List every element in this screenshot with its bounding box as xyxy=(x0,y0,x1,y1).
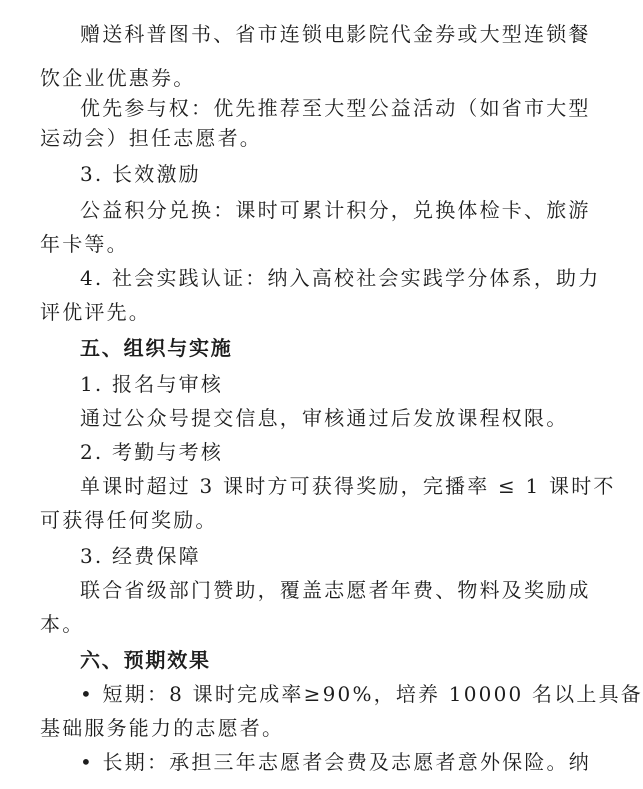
subsection-title: 1. 报名与审核 xyxy=(80,372,224,396)
paragraph-line: 可获得任何奖励。 xyxy=(40,508,218,532)
paragraph-line: 公益积分兑换：课时可累计积分，兑换体检卡、旅游 xyxy=(80,198,591,222)
paragraph-line: 基础服务能力的志愿者。 xyxy=(40,716,285,740)
paragraph-line: 4. 社会实践认证：纳入高校社会实践学分体系，助力 xyxy=(80,266,601,290)
paragraph-line: 优先参与权：优先推荐至大型公益活动（如省市大型 xyxy=(80,96,591,120)
paragraph-line: 联合省级部门赞助，覆盖志愿者年费、物料及奖励成 xyxy=(80,578,591,602)
paragraph-line: 评优评先。 xyxy=(40,300,151,324)
bullet-item: • 长期：承担三年志愿者会费及志愿者意外保险。纳 xyxy=(80,750,591,774)
subsection-title: 2. 考勤与考核 xyxy=(80,440,224,464)
paragraph-line: 赠送科普图书、省市连锁电影院代金券或大型连锁餐 xyxy=(80,22,591,46)
paragraph-line: 年卡等。 xyxy=(40,232,129,256)
paragraph-line: 运动会）担任志愿者。 xyxy=(40,126,262,150)
subsection-title: 3. 长效激励 xyxy=(80,162,201,186)
paragraph-line: 本。 xyxy=(40,612,85,636)
section-heading: 六、预期效果 xyxy=(80,648,211,672)
bullet-item: • 短期：8 课时完成率≥90%，培养 10000 名以上具备 xyxy=(80,682,643,706)
paragraph-line: 饮企业优惠券。 xyxy=(40,66,196,90)
paragraph-line: 通过公众号提交信息，审核通过后发放课程权限。 xyxy=(80,406,569,430)
paragraph-line: 单课时超过 3 课时方可获得奖励，完播率 ≤ 1 课时不 xyxy=(80,474,616,498)
subsection-title: 3. 经费保障 xyxy=(80,544,201,568)
section-heading: 五、组织与实施 xyxy=(80,336,233,360)
